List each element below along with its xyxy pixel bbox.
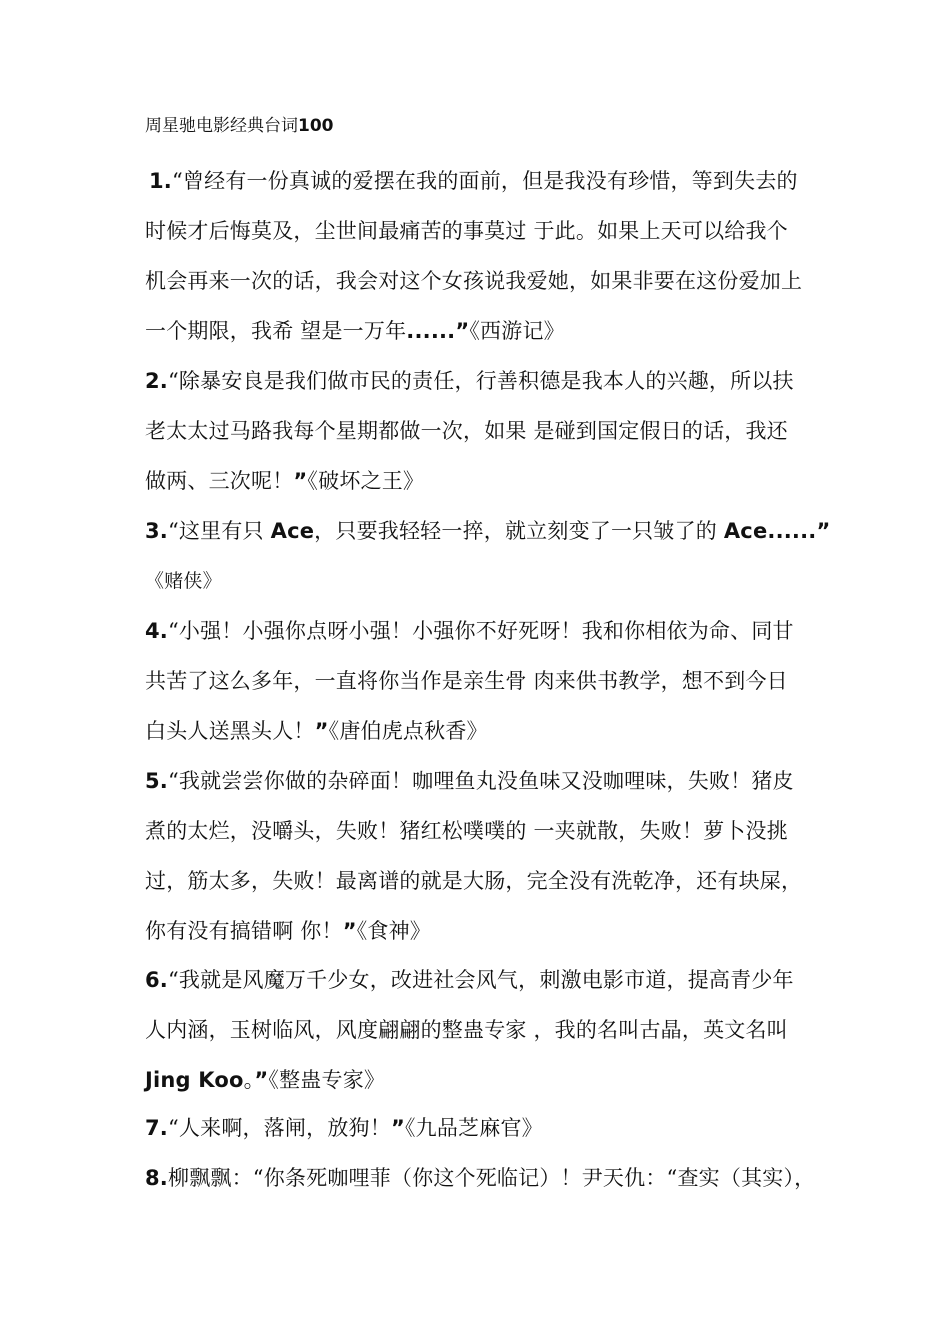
quote-line: “我就是风魔万千少女，改进社会风气，刺激电影市道，提高青少年 <box>168 968 794 992</box>
quote-source: 《破坏之王》 <box>307 469 425 493</box>
quote-line: “小强！小强你点呀小强！小强你不好死呀！我和你相依为命、同甘 <box>168 619 794 643</box>
quote-line: 你有没有搞错啊 你！ <box>145 919 343 943</box>
quote-1 <box>145 156 815 356</box>
quote-8 <box>145 1153 815 1203</box>
quote-close-mark: ” <box>293 469 308 493</box>
quote-close-mark: ” <box>314 719 329 743</box>
quote-number: 2. <box>145 369 168 393</box>
quote-number: 1. <box>149 169 172 193</box>
quote-number: 6. <box>145 968 168 992</box>
quote-3 <box>145 506 831 606</box>
quote-source: 《赌侠》 <box>145 570 222 592</box>
quote-line: 。 <box>243 1068 255 1092</box>
quote-close-mark: ” <box>254 1068 269 1092</box>
quote-line: “除暴安良是我们做市民的责任，行善积德是我本人的兴趣，所以扶 <box>168 369 794 393</box>
quote-7 <box>145 1103 815 1153</box>
quote-source: 《食神》 <box>356 919 432 943</box>
quote-source: 《唐伯虎点秋香》 <box>328 719 488 743</box>
quote-ellipsis: ......” <box>406 319 470 343</box>
quote-number: 7. <box>145 1116 168 1140</box>
quote-close-mark: ” <box>342 919 357 943</box>
quote-bold-word: Ace......” <box>723 519 831 543</box>
quote-6 <box>145 955 815 1105</box>
quote-number: 3. <box>145 519 168 543</box>
quote-line: 一个期限，我希 望是一万年 <box>145 319 407 343</box>
quote-line: 时候才后悔莫及，尘世间最痛苦的事莫过 于此。如果上天可以给我个 <box>145 219 788 243</box>
quote-number: 4. <box>145 619 168 643</box>
quote-source: 《九品芝麻官》 <box>404 1116 543 1140</box>
quote-line: “这里有只 <box>168 519 271 543</box>
title-text: 周星驰电影经典台词 <box>145 116 298 136</box>
quote-bold-word: Ace <box>270 519 315 543</box>
quote-line: 过，筋太多，失败！最离谱的就是大肠，完全没有洗乾净，还有块屎， <box>145 869 803 893</box>
quote-close-mark: ” <box>390 1116 405 1140</box>
title-number: 100 <box>298 116 334 136</box>
quote-2 <box>145 356 815 506</box>
quote-line: 老太太过马路我每个星期都做一次，如果 是碰到国定假日的话，我还 <box>145 419 788 443</box>
quote-line: 人内涵，玉树临风，风度翩翩的整蛊专家 ，我的名叫古晶，英文名叫 <box>145 1018 788 1042</box>
quote-4 <box>145 606 815 756</box>
quote-line: 白头人送黑头人！ <box>145 719 315 743</box>
quote-5 <box>145 756 815 956</box>
quote-line: 共苦了这么多年，一直将你当作是亲生骨 肉来供书教学，想不到今日 <box>145 669 788 693</box>
quote-source: 《西游记》 <box>469 319 565 343</box>
page-title <box>145 114 334 138</box>
quote-line: ，只要我轻轻一捽，就立刻变了一只皱了的 <box>314 519 724 543</box>
quote-line: 做两、三次呢！ <box>145 469 294 493</box>
quote-bold-word: Jing Koo <box>145 1068 244 1092</box>
quote-line: 柳飘飘：“你条死咖哩菲（你这个死临记）！尹天仇：“查实（其实）， <box>168 1166 816 1190</box>
quote-number: 8. <box>145 1166 168 1190</box>
quote-line: 机会再来一次的话，我会对这个女孩说我爱她，如果非要在这份爱加上 <box>145 269 803 293</box>
quote-line: 煮的太烂，没嚼头，失败！猪红松噗噗的 一夹就散，失败！萝卜没挑 <box>145 819 788 843</box>
quote-line: “曾经有一份真诚的爱摆在我的面前，但是我没有珍惜，等到失去的 <box>172 169 798 193</box>
quote-line: “我就尝尝你做的杂碎面！咖哩鱼丸没鱼味又没咖哩味，失败！猪皮 <box>168 769 794 793</box>
quote-source: 《整蛊专家》 <box>268 1068 386 1092</box>
quote-line: “人来啊，落闸，放狗！ <box>168 1116 391 1140</box>
quote-number: 5. <box>145 769 168 793</box>
